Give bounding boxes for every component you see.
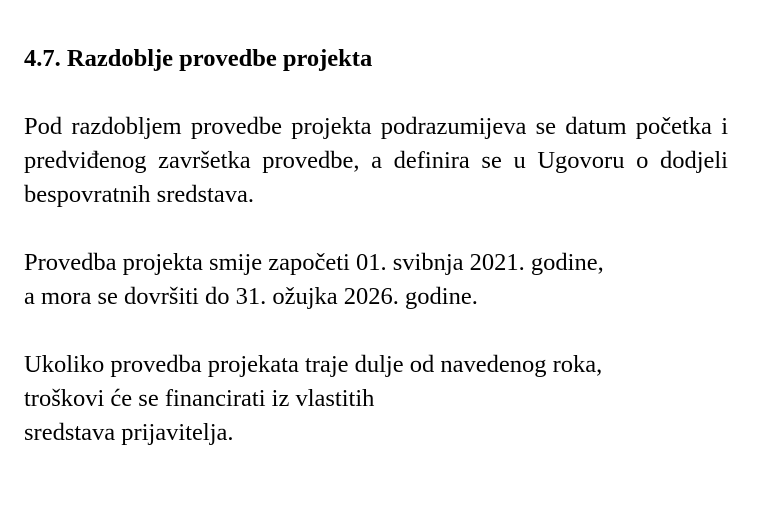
paragraph-line: a mora se dovršiti do 31. ožujka 2026. godine.: [24, 283, 478, 310]
paragraph-implementation-period: Pod razdobljem provedbe projekta podrazumijeva se datum početka i predviđenog završetka provedbe, a definira se u Ugovoru o dodjeli bespovratnih sredstava.: [24, 113, 728, 208]
paragraph-line: sredstava prijavitelja.: [24, 419, 234, 446]
paragraph-start-end-dates: [24, 246, 728, 314]
section-heading: 4.7. Razdoblje provedbe projekta: [24, 45, 373, 72]
document-page: [24, 42, 728, 484]
paragraph-line: Provedba projekta smije započeti 01. svibnja 2021. godine,: [24, 249, 604, 276]
paragraph-line: troškovi će se financirati iz vlastitih: [24, 385, 375, 412]
paragraph-overrun-costs: [24, 348, 728, 450]
paragraph-line: Ukoliko provedba projekata traje dulje od navedenog roka,: [24, 351, 603, 378]
